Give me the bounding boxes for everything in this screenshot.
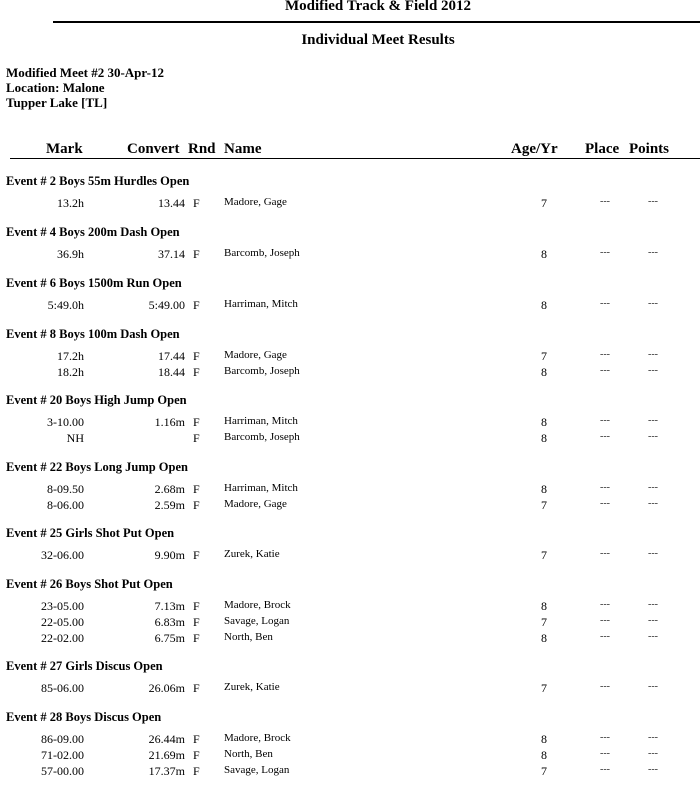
result-place: --- xyxy=(600,196,610,207)
event-title: Event # 26 Boys Shot Put Open xyxy=(6,577,173,591)
result-points: --- xyxy=(648,764,658,775)
result-place: --- xyxy=(600,498,610,509)
result-place: --- xyxy=(600,365,610,376)
result-mark: 8-09.50 xyxy=(47,482,84,496)
athlete-age: 7 xyxy=(541,548,547,562)
result-convert: 2.68m xyxy=(154,482,185,496)
result-points: --- xyxy=(648,681,658,692)
result-points: --- xyxy=(648,482,658,493)
result-points: --- xyxy=(648,247,658,258)
result-convert: 26.06m xyxy=(148,681,185,695)
athlete-age: 8 xyxy=(541,365,547,379)
result-round: F xyxy=(193,482,200,496)
report-subtitle: Individual Meet Results xyxy=(301,32,455,48)
athlete-name: Harriman, Mitch xyxy=(224,415,298,427)
result-points: --- xyxy=(648,599,658,610)
event-title: Event # 22 Boys Long Jump Open xyxy=(6,460,188,474)
col-header-mark: Mark xyxy=(46,141,83,157)
result-place: --- xyxy=(600,349,610,360)
athlete-age: 7 xyxy=(541,498,547,512)
result-convert: 1.16m xyxy=(154,415,185,429)
result-place: --- xyxy=(600,482,610,493)
result-round: F xyxy=(193,732,200,746)
event-title: Event # 2 Boys 55m Hurdles Open xyxy=(6,174,190,188)
event-title: Event # 8 Boys 100m Dash Open xyxy=(6,327,180,341)
result-place: --- xyxy=(600,681,610,692)
event-title: Event # 25 Girls Shot Put Open xyxy=(6,526,175,540)
result-round: F xyxy=(193,298,200,312)
result-mark: 32-06.00 xyxy=(41,548,84,562)
result-convert: 13.44 xyxy=(158,196,185,210)
event-title: Event # 20 Boys High Jump Open xyxy=(6,393,187,407)
result-points: --- xyxy=(648,631,658,642)
result-mark: 3-10.00 xyxy=(47,415,84,429)
result-round: F xyxy=(193,196,200,210)
athlete-age: 8 xyxy=(541,599,547,613)
athlete-name: Madore, Gage xyxy=(224,349,287,361)
athlete-age: 7 xyxy=(541,349,547,363)
result-points: --- xyxy=(648,365,658,376)
result-points: --- xyxy=(648,298,658,309)
result-round: F xyxy=(193,349,200,363)
result-round: F xyxy=(193,431,200,445)
result-round: F xyxy=(193,548,200,562)
event-title: Event # 4 Boys 200m Dash Open xyxy=(6,225,180,239)
result-convert: 37.14 xyxy=(158,247,185,261)
result-convert: 5:49.00 xyxy=(148,298,185,312)
col-header-age: Age/Yr xyxy=(511,141,558,157)
result-points: --- xyxy=(648,748,658,759)
result-round: F xyxy=(193,247,200,261)
result-mark: 57-00.00 xyxy=(41,764,84,778)
result-convert: 21.69m xyxy=(148,748,185,762)
athlete-age: 8 xyxy=(541,415,547,429)
result-mark: NH xyxy=(66,431,84,445)
athlete-name: Madore, Brock xyxy=(224,599,291,611)
result-mark: 22-05.00 xyxy=(41,615,84,629)
team-info: Tupper Lake [TL] xyxy=(6,95,108,110)
athlete-name: Madore, Gage xyxy=(224,498,287,510)
athlete-name: Savage, Logan xyxy=(224,615,290,627)
athlete-name: Savage, Logan xyxy=(224,764,290,776)
col-header-convert: Convert xyxy=(127,141,180,157)
result-convert: 6.83m xyxy=(154,615,185,629)
athlete-name: Zurek, Katie xyxy=(224,681,280,693)
athlete-age: 7 xyxy=(541,196,547,210)
col-header-rnd: Rnd xyxy=(188,141,216,157)
result-convert: 9.90m xyxy=(154,548,185,562)
result-mark: 85-06.00 xyxy=(41,681,84,695)
col-header-points: Points xyxy=(629,141,670,157)
result-place: --- xyxy=(600,415,610,426)
result-points: --- xyxy=(648,431,658,442)
result-mark: 36.9h xyxy=(57,247,84,261)
result-place: --- xyxy=(600,748,610,759)
athlete-age: 7 xyxy=(541,681,547,695)
result-mark: 18.2h xyxy=(57,365,84,379)
athlete-name: Madore, Gage xyxy=(224,196,287,208)
result-mark: 71-02.00 xyxy=(41,748,84,762)
result-place: --- xyxy=(600,548,610,559)
result-points: --- xyxy=(648,615,658,626)
result-place: --- xyxy=(600,732,610,743)
result-convert: 18.44 xyxy=(158,365,185,379)
result-round: F xyxy=(193,681,200,695)
result-round: F xyxy=(193,748,200,762)
result-convert: 2.59m xyxy=(154,498,185,512)
result-place: --- xyxy=(600,764,610,775)
event-title: Event # 28 Boys Discus Open xyxy=(6,710,162,724)
result-convert: 17.37m xyxy=(148,764,185,778)
report-title: Modified Track & Field 2012 xyxy=(284,0,472,14)
athlete-name: Harriman, Mitch xyxy=(224,298,298,310)
result-convert: 6.75m xyxy=(154,631,185,645)
result-mark: 17.2h xyxy=(57,349,84,363)
result-convert: 26.44m xyxy=(148,732,185,746)
title-rule xyxy=(53,21,700,23)
result-round: F xyxy=(193,415,200,429)
result-points: --- xyxy=(648,548,658,559)
athlete-name: Zurek, Katie xyxy=(224,548,280,560)
result-convert: 7.13m xyxy=(154,599,185,613)
event-title: Event # 6 Boys 1500m Run Open xyxy=(6,276,182,290)
result-place: --- xyxy=(600,599,610,610)
athlete-age: 8 xyxy=(541,298,547,312)
result-points: --- xyxy=(648,498,658,509)
result-mark: 22-02.00 xyxy=(41,631,84,645)
result-points: --- xyxy=(648,349,658,360)
result-round: F xyxy=(193,498,200,512)
result-mark: 5:49.0h xyxy=(47,298,84,312)
result-mark: 13.2h xyxy=(57,196,84,210)
location-info: Location: Malone xyxy=(6,80,105,95)
result-round: F xyxy=(193,615,200,629)
result-place: --- xyxy=(600,631,610,642)
result-round: F xyxy=(193,365,200,379)
athlete-age: 8 xyxy=(541,431,547,445)
result-points: --- xyxy=(648,732,658,743)
result-place: --- xyxy=(600,298,610,309)
result-mark: 86-09.00 xyxy=(41,732,84,746)
result-round: F xyxy=(193,631,200,645)
athlete-age: 7 xyxy=(541,615,547,629)
athlete-name: Barcomb, Joseph xyxy=(224,247,300,259)
result-mark: 23-05.00 xyxy=(41,599,84,613)
athlete-age: 8 xyxy=(541,247,547,261)
result-mark: 8-06.00 xyxy=(47,498,84,512)
athlete-name: Madore, Brock xyxy=(224,732,291,744)
athlete-age: 8 xyxy=(541,482,547,496)
result-place: --- xyxy=(600,431,610,442)
result-points: --- xyxy=(648,196,658,207)
result-convert: 17.44 xyxy=(158,349,185,363)
result-place: --- xyxy=(600,247,610,258)
athlete-name: Barcomb, Joseph xyxy=(224,365,300,377)
col-header-place: Place xyxy=(585,141,620,157)
header-rule xyxy=(10,158,700,159)
result-place: --- xyxy=(600,615,610,626)
athlete-age: 8 xyxy=(541,748,547,762)
meet-info: Modified Meet #2 30-Apr-12 xyxy=(6,65,165,80)
result-round: F xyxy=(193,764,200,778)
athlete-age: 8 xyxy=(541,631,547,645)
result-round: F xyxy=(193,599,200,613)
athlete-name: Barcomb, Joseph xyxy=(224,431,300,443)
result-points: --- xyxy=(648,415,658,426)
col-header-name: Name xyxy=(224,141,262,157)
athlete-age: 7 xyxy=(541,764,547,778)
event-title: Event # 27 Girls Discus Open xyxy=(6,659,163,673)
athlete-name: North, Ben xyxy=(224,631,273,643)
athlete-age: 8 xyxy=(541,732,547,746)
athlete-name: North, Ben xyxy=(224,748,273,760)
athlete-name: Harriman, Mitch xyxy=(224,482,298,494)
